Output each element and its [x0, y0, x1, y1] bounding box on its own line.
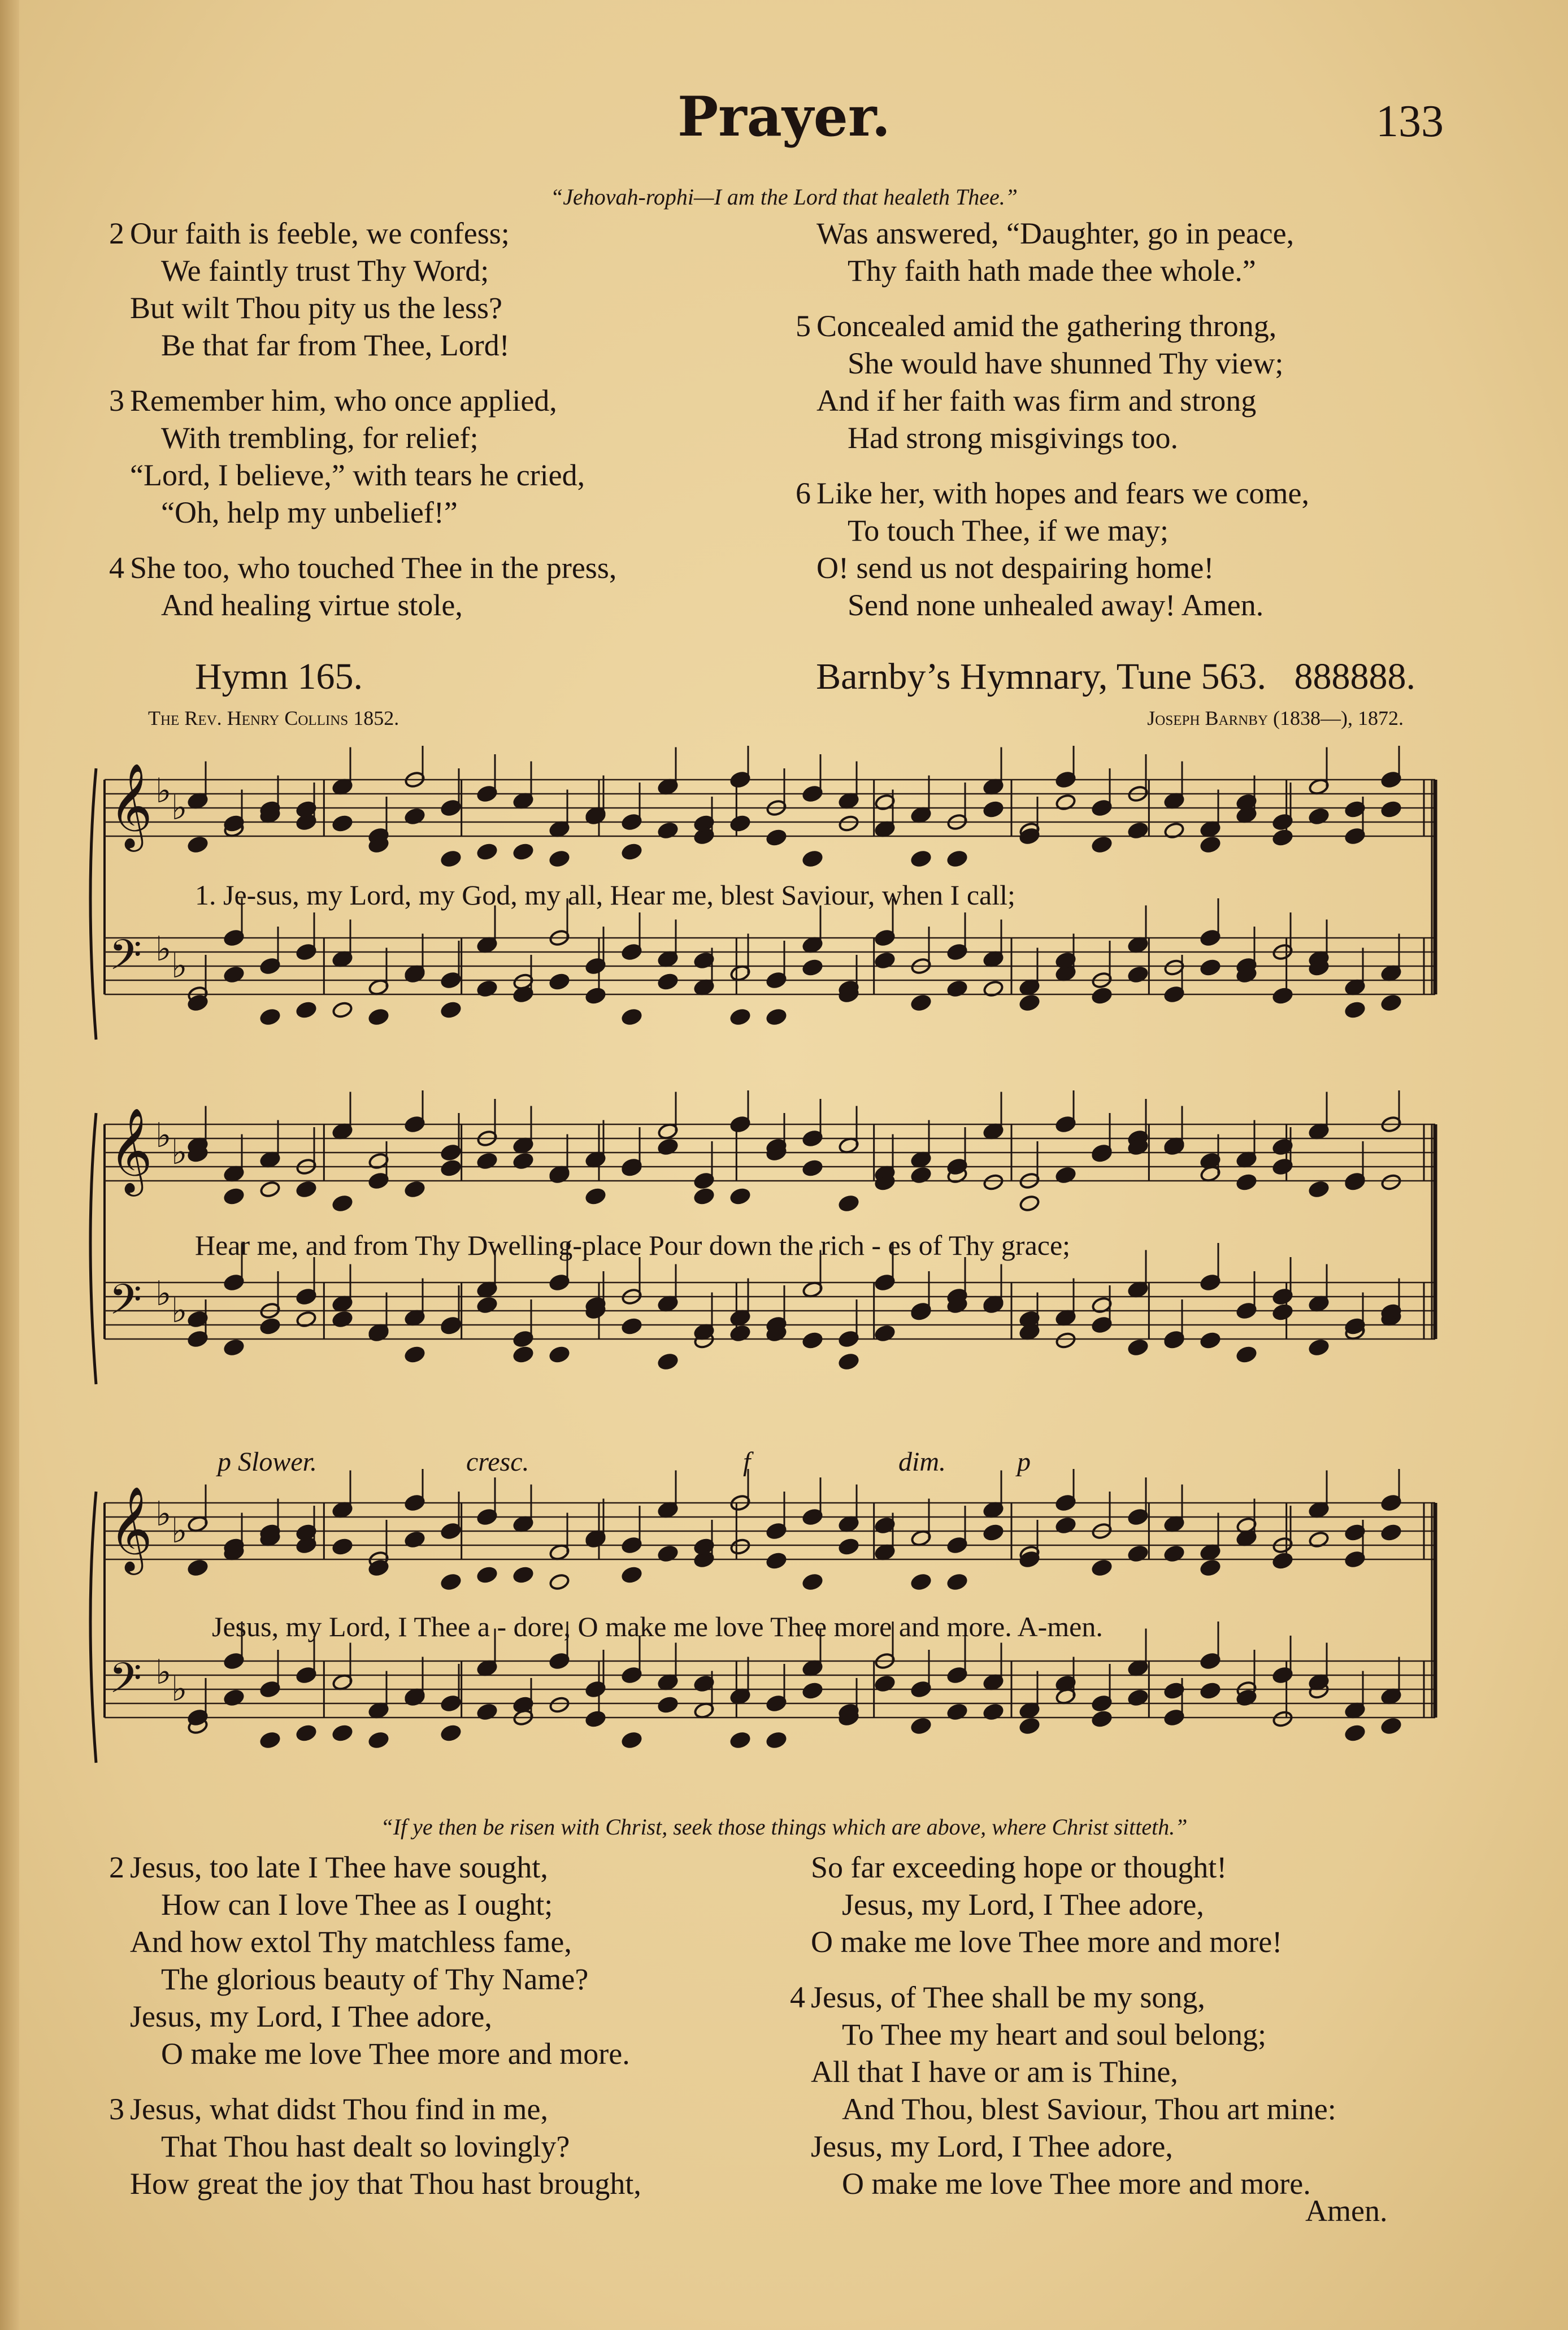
verse-number: 2	[109, 1850, 124, 1884]
note-head	[657, 1696, 679, 1714]
note-head	[512, 1346, 534, 1364]
system-brace	[90, 1492, 96, 1763]
note-head	[440, 1573, 462, 1591]
note-head	[910, 1573, 932, 1591]
note-head	[549, 973, 570, 991]
note-head	[766, 1008, 787, 1026]
note-head	[476, 1566, 498, 1584]
expression-p-slower: p Slower.	[218, 1447, 318, 1477]
note-head	[621, 1008, 642, 1026]
system-brace	[90, 768, 96, 1040]
verse	[109, 1849, 785, 2072]
note-head	[802, 959, 823, 977]
note-head	[1308, 1338, 1330, 1357]
note-head	[621, 1731, 642, 1749]
note-head	[1380, 1524, 1402, 1542]
note-head	[1344, 1001, 1366, 1019]
note-head	[729, 1538, 751, 1556]
note-head	[910, 850, 932, 868]
expression-f: f	[743, 1447, 751, 1477]
flat-icon: ♭	[171, 1133, 188, 1172]
verse-number: 3	[109, 384, 124, 418]
closing-amen: Amen.	[1305, 2194, 1388, 2228]
verse-line: The glorious beauty of Thy Name?	[161, 1962, 589, 1996]
treble-clef-icon: 𝄞	[109, 1485, 153, 1571]
top-verses-right	[796, 215, 1472, 642]
note-head	[657, 1353, 679, 1371]
note-head	[1019, 1717, 1040, 1735]
verse-line: So far exceeding hope or thought!	[811, 1850, 1227, 1884]
note-head	[585, 987, 606, 1005]
verse-line: O make me love Thee more and more.	[842, 2167, 1311, 2201]
flat-icon: ♭	[155, 929, 172, 969]
note-head	[259, 1180, 281, 1198]
verse-line: How great the joy that Thou hast brought,	[130, 2167, 641, 2201]
verse-line: But wilt Thou pity us the less?	[130, 291, 502, 325]
verse-line: And Thou, blest Saviour, Thou art mine:	[842, 2092, 1336, 2126]
note-head	[296, 1001, 317, 1019]
bass-clef-icon: 𝄢	[109, 1275, 142, 1334]
note-head	[729, 815, 751, 833]
verse-line: Was answered, “Daughter, go in peace,	[816, 216, 1295, 250]
note-head	[440, 850, 462, 868]
note-head	[729, 1731, 751, 1749]
lyric-line-1: 1. Je-sus, my Lord, my God, my all, Hear me, blest Saviour, when I call;	[195, 879, 1015, 911]
flat-icon: ♭	[171, 1291, 188, 1331]
lyric-line-3: Jesus, my Lord, I Thee a - dore, O make me love Thee more and more. A-men.	[212, 1611, 1103, 1642]
note-head	[766, 1552, 787, 1570]
note-head	[946, 1573, 968, 1591]
flat-icon: ♭	[171, 1511, 188, 1551]
note-head	[1019, 994, 1040, 1012]
note-head	[1380, 1173, 1402, 1192]
system-brace	[90, 1113, 96, 1384]
hymn-tune	[816, 655, 1415, 698]
note-head	[223, 1188, 245, 1206]
verse-line: We faintly trust Thy Word;	[161, 254, 489, 288]
note-head	[910, 1717, 932, 1735]
note-head	[1236, 1173, 1257, 1192]
note-head	[1272, 1303, 1293, 1322]
note-head	[621, 1318, 642, 1336]
note-head	[549, 850, 570, 868]
note-head	[838, 1194, 859, 1212]
bass-clef-icon: 𝄢	[109, 1654, 142, 1713]
note-head	[404, 1346, 425, 1364]
verse-line: “Oh, help my unbelief!”	[161, 495, 458, 529]
note-head	[440, 1724, 462, 1742]
note-head	[332, 1724, 353, 1742]
note-head	[838, 1353, 859, 1371]
verse-line: All that I have or am is Thine,	[811, 2055, 1178, 2089]
hymn-composer: Joseph Barnby (1838—), 1872.	[1147, 707, 1404, 729]
note-head	[440, 1001, 462, 1019]
treble-clef-icon: 𝄞	[109, 762, 153, 848]
note-head	[983, 1173, 1004, 1192]
flat-icon: ♭	[171, 946, 188, 986]
note-head	[296, 1180, 317, 1198]
note-head	[838, 815, 859, 833]
epigraph-bottom: “If ye then be risen with Christ, seek those things which are above, where Christ sitteth.”	[380, 1814, 1188, 1840]
expression-cresc: cresc.	[466, 1447, 529, 1477]
top-verses-left	[109, 215, 785, 642]
note-head	[512, 1566, 534, 1584]
bottom-verses-left	[109, 1849, 785, 2220]
verse-line: Concealed amid the gathering throng,	[816, 309, 1277, 343]
flat-icon: ♭	[171, 1670, 188, 1709]
note-head	[1200, 1559, 1221, 1577]
verse-line: O make me love Thee more and more!	[811, 1925, 1283, 1959]
note-head	[1127, 1338, 1149, 1357]
epigraph-top: “Jehovah-rophi—I am the Lord that healeth Thee.”	[550, 184, 1018, 210]
note-head	[368, 1731, 389, 1749]
note-head	[1308, 1180, 1330, 1198]
note-head	[1272, 1710, 1293, 1728]
verse-line: Jesus, too late I Thee have sought,	[130, 1850, 548, 1884]
note-head	[368, 1008, 389, 1026]
note-head	[729, 1008, 751, 1026]
verse-line: Our faith is feeble, we confess;	[130, 216, 510, 250]
note-head	[1200, 959, 1221, 977]
expression-p: p	[1017, 1447, 1031, 1477]
verse-line: How can I love Thee as I ought;	[161, 1888, 553, 1922]
note-head	[802, 1159, 823, 1177]
verse-line: Jesus, what didst Thou find in me,	[130, 2092, 548, 2126]
verse-line: Jesus, of Thee shall be my song,	[811, 1980, 1205, 2014]
note-head	[1091, 1710, 1113, 1728]
note-head	[1236, 1346, 1257, 1364]
note-head	[657, 973, 679, 991]
verse-line: Be that far from Thee, Lord!	[161, 328, 510, 362]
note-head	[1272, 987, 1293, 1005]
verse	[811, 1849, 1466, 1960]
verse-line: That Thou hast dealt so lovingly?	[161, 2129, 570, 2163]
verse-line: Remember him, who once applied,	[130, 384, 557, 418]
page-edge	[0, 0, 19, 2330]
note-head	[549, 1573, 570, 1591]
flat-icon: ♭	[171, 788, 188, 828]
bottom-verses-right	[790, 1849, 1466, 2220]
verse-line: Thy faith hath made thee whole.”	[848, 254, 1256, 288]
note-head	[983, 1524, 1004, 1542]
note-head	[766, 1731, 787, 1749]
note-head	[693, 1188, 715, 1206]
verse-line: She too, who touched Thee in the press,	[130, 551, 617, 585]
verse-line: “Lord, I believe,” with tears he cried,	[130, 458, 585, 492]
note-head	[802, 1332, 823, 1350]
note-head	[1091, 836, 1113, 854]
note-head	[512, 843, 534, 861]
note-head	[1091, 1559, 1113, 1577]
hymn-author: The Rev. Henry Collins 1852.	[148, 707, 399, 729]
note-head	[802, 1573, 823, 1591]
verse-line: And if her faith was firm and strong	[816, 384, 1257, 418]
note-head	[1380, 1717, 1402, 1735]
verse-number: 6	[796, 476, 811, 510]
verse	[109, 2090, 785, 2202]
note-head	[1055, 1332, 1076, 1350]
note-head	[838, 1538, 859, 1556]
note-head	[1380, 801, 1402, 819]
note-head	[983, 801, 1004, 819]
note-head	[259, 1318, 281, 1336]
note-head	[1272, 829, 1293, 847]
note-head	[404, 1180, 425, 1198]
flat-icon: ♭	[155, 1653, 172, 1692]
verse	[796, 475, 1472, 624]
note-head	[223, 1338, 245, 1357]
note-head	[621, 1566, 642, 1584]
note-head	[1200, 1682, 1221, 1700]
treble-clef-icon: 𝄞	[109, 1107, 153, 1193]
flat-icon: ♭	[155, 1494, 172, 1534]
note-head	[332, 1194, 353, 1212]
hymn-number: Hymn 165.	[195, 656, 363, 697]
hymn-meter: 888888.	[1294, 656, 1415, 697]
verse-line: Jesus, my Lord, I Thee adore,	[842, 1888, 1204, 1922]
lyric-line-2: Hear me, and from Thy Dwelling-place Pour down the rich - es of Thy grace;	[195, 1229, 1071, 1261]
note-head	[1272, 1552, 1293, 1570]
note-head	[332, 815, 353, 833]
note-head	[1344, 1724, 1366, 1742]
note-head	[802, 1682, 823, 1700]
flat-icon: ♭	[155, 1274, 172, 1314]
verse-line: To Thee my heart and soul belong;	[842, 2018, 1267, 2051]
note-head	[1200, 836, 1221, 854]
verse	[109, 549, 785, 624]
verse-number: 4	[790, 1980, 805, 2014]
verse-line: With trembling, for relief;	[161, 421, 479, 455]
verse-number: 4	[109, 551, 124, 585]
note-head	[585, 1710, 606, 1728]
page-title: Prayer.	[677, 85, 891, 149]
expression-dim: dim.	[898, 1447, 946, 1477]
note-head	[332, 1538, 353, 1556]
note-head	[766, 829, 787, 847]
flat-icon: ♭	[155, 771, 172, 811]
note-head	[621, 843, 642, 861]
verse-line: O! send us not despairing home!	[816, 551, 1214, 585]
verse-number: 2	[109, 216, 124, 250]
note-head	[440, 1159, 462, 1177]
verse-line: O make me love Thee more and more.	[161, 2037, 630, 2071]
note-head	[187, 1559, 209, 1577]
note-head	[802, 850, 823, 868]
page-number: 133	[1376, 97, 1444, 146]
verse-line: Had strong misgivings too.	[848, 421, 1179, 455]
verse	[109, 382, 785, 531]
hymn-tune-name: Barnby’s Hymnary, Tune 563.	[816, 656, 1266, 697]
note-head	[1019, 1194, 1040, 1212]
verse-line: Like her, with hopes and fears we come,	[816, 476, 1310, 510]
verse-line: To touch Thee, if we may;	[848, 514, 1169, 547]
note-head	[259, 1008, 281, 1026]
verse-number: 3	[109, 2092, 124, 2126]
verse	[796, 307, 1472, 457]
verse	[790, 1979, 1466, 2202]
note-head	[187, 836, 209, 854]
note-head	[296, 1724, 317, 1742]
note-head	[1380, 994, 1402, 1012]
note-head	[1200, 1332, 1221, 1350]
verse	[816, 215, 1472, 289]
note-head	[259, 1731, 281, 1749]
verse-number: 5	[796, 309, 811, 343]
note-head	[549, 1696, 570, 1714]
verse-line: Jesus, my Lord, I Thee adore,	[811, 2129, 1173, 2163]
note-head	[910, 994, 932, 1012]
verse-line: And healing virtue stole,	[161, 588, 463, 622]
verse-line: Jesus, my Lord, I Thee adore,	[130, 1999, 492, 2033]
note-head	[729, 1188, 751, 1206]
note-head	[549, 1346, 570, 1364]
verse-line: Send none unhealed away! Amen.	[848, 588, 1264, 622]
note-head	[946, 850, 968, 868]
verse-line: She would have shunned Thy view;	[848, 346, 1284, 380]
note-head	[476, 843, 498, 861]
verse-line: And how extol Thy matchless fame,	[130, 1925, 572, 1959]
verse	[109, 215, 785, 364]
bass-clef-icon: 𝄢	[109, 931, 142, 990]
note-head	[332, 1001, 353, 1019]
flat-icon: ♭	[155, 1116, 172, 1155]
note-head	[1091, 987, 1113, 1005]
note-head	[585, 1188, 606, 1206]
